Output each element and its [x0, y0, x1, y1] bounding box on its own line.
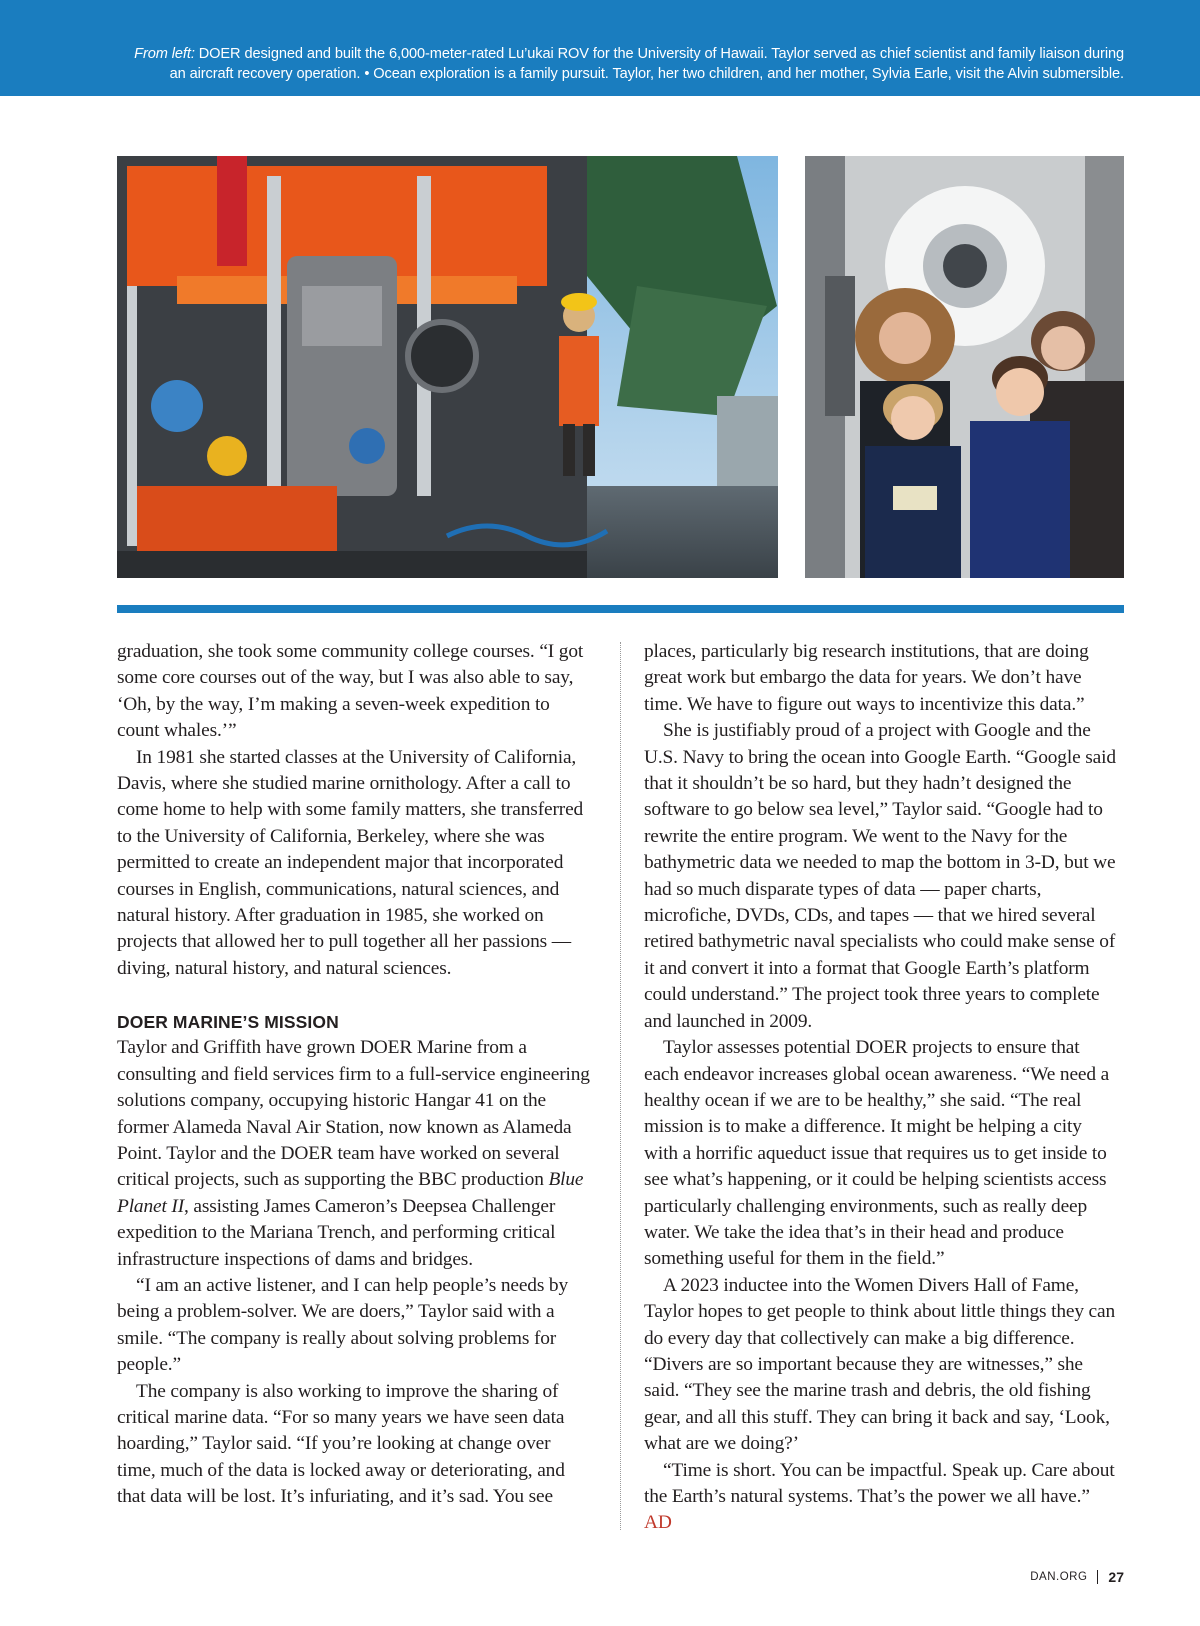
family-photo-illustration	[805, 156, 1124, 578]
paragraph: A 2023 inductee into the Women Divers Hall of Fame, Taylor hopes to get people to think about little things they can do every day that collectively can make a big difference. “Divers are so important because they are witnesses,” she said. “They see the marine trash and debris, the old fishing gear, and all this stuff. They can bring it back and say, ‘Look, what are we doing?’	[644, 1274, 1116, 1455]
paragraph: “I am an active listener, and I can help people’s needs by being a problem-solver. We are doers,” Taylor said with a smile. “The company is really about solving problems for people.”	[117, 1274, 569, 1376]
page-folio	[1030, 1569, 1124, 1585]
rov-photo-illustration	[117, 156, 778, 578]
rov-photo	[117, 156, 778, 578]
paragraph: The company is also working to improve the sharing of critical marine data. “For so many years we have seen data hoarding,” Taylor said. “If you’re looking at change over time, much of the data is locked away or deteriorating, and that data will be lost. It’s infuriating, and it’s sad. You see	[117, 1380, 565, 1508]
paragraph: She is justifiably proud of a project with Google and the U.S. Navy to bring the ocean into Google Earth. “Google said that it shouldn’t be so hard, but they hadn’t designed the software to go below sea level,” Taylor said. “Google had to rewrite the entire program. We went to the Navy for the bathymetric data we needed to map the bottom in 3-D, but we had so much disparate types of data — paper charts, microfiche, DVDs, CDs, and tapes — that we hired several retired bathymetric naval specialists who could make sense of it and convert it into a format that Google Earth’s platform could understand.” The project took three years to complete and launched in 2009.	[644, 720, 1116, 1032]
italic-title: Blue Planet II	[117, 1169, 584, 1217]
caption-band	[0, 0, 1200, 96]
paragraph: graduation, she took some community college courses. “I got some core courses out of the way, but I was also able to say, ‘Oh, by the way, I’m making a seven-week expedition to count whales.’”	[117, 641, 584, 742]
folio-separator	[1097, 1570, 1098, 1584]
paragraph: In 1981 she started classes at the University of California, Davis, where she studied marine ornithology. After a call to come home to help with some family matters, she transferred to the University of California, Berkeley, where she was permitted to create an independent major that incorporated courses in English, communications, natural sciences, and natural history. After graduation in 1985, she worked on projects that allowed her to pull together all her passions — diving, natural history, and natural sciences.	[117, 746, 584, 979]
family-photo	[805, 156, 1124, 578]
article-column-left	[117, 639, 592, 1511]
page-number: 27	[1108, 1569, 1124, 1585]
caption-body: DOER designed and built the 6,000-meter-rated Lu’ukai ROV for the University of Hawaii. Taylor served as chief scientist and family liaison during an aircraft recovery operation. • Ocean exploration is a family pursuit. Taylor, her two children, and her mother, Sylvia Earle, visit the Alvin submersible.	[169, 46, 1124, 82]
paragraph	[644, 1458, 1119, 1537]
paragraph-text: “Time is short. You can be impactful. Speak up. Care about the Earth’s natural systems. That’s the power we all have.”	[644, 1459, 1115, 1507]
paragraph	[117, 1035, 592, 1273]
article-column-right	[644, 639, 1119, 1537]
section-heading: DOER MARINE’S MISSION	[117, 1012, 339, 1033]
section-rule	[117, 605, 1124, 613]
site-name: DAN.ORG	[1030, 1571, 1088, 1583]
paragraph: places, particularly big research institutions, that are doing great work but embargo the data for years. We don’t have time. We have to figure out ways to incentivize this data.”	[644, 641, 1089, 715]
paragraph: Taylor assesses potential DOER projects to ensure that each endeavor increases global ocean awareness. “We need a healthy ocean if we are to be healthy,” she said. “The real mission is to make a difference. It might be helping a city with a horrific aqueduct issue that requires us to get inside to see what’s happening, or it could be helping scientists access particularly challenging environments, such as really deep water. We take the idea that’s in their head and produce something useful for them in the field.”	[644, 1037, 1110, 1270]
paragraph-text: , assisting James Cameron’s Deepsea Challenger expedition to the Mariana Trench, and performing critical infrastructure inspections of dams and bridges.	[117, 1195, 556, 1270]
end-mark: AD	[644, 1512, 672, 1534]
paragraph-text: Taylor and Griffith have grown DOER Marine from a consulting and field services firm to a full-service engineering solutions company, occupying historic Hangar 41 on the former Alameda Naval Air Station, now known as Alameda Point. Taylor and the DOER team have worked on several critical projects, such as supporting the BBC production	[117, 1037, 590, 1191]
column-divider	[620, 642, 621, 1530]
caption-lead: From left:	[134, 46, 195, 62]
photo-caption	[120, 44, 1124, 84]
